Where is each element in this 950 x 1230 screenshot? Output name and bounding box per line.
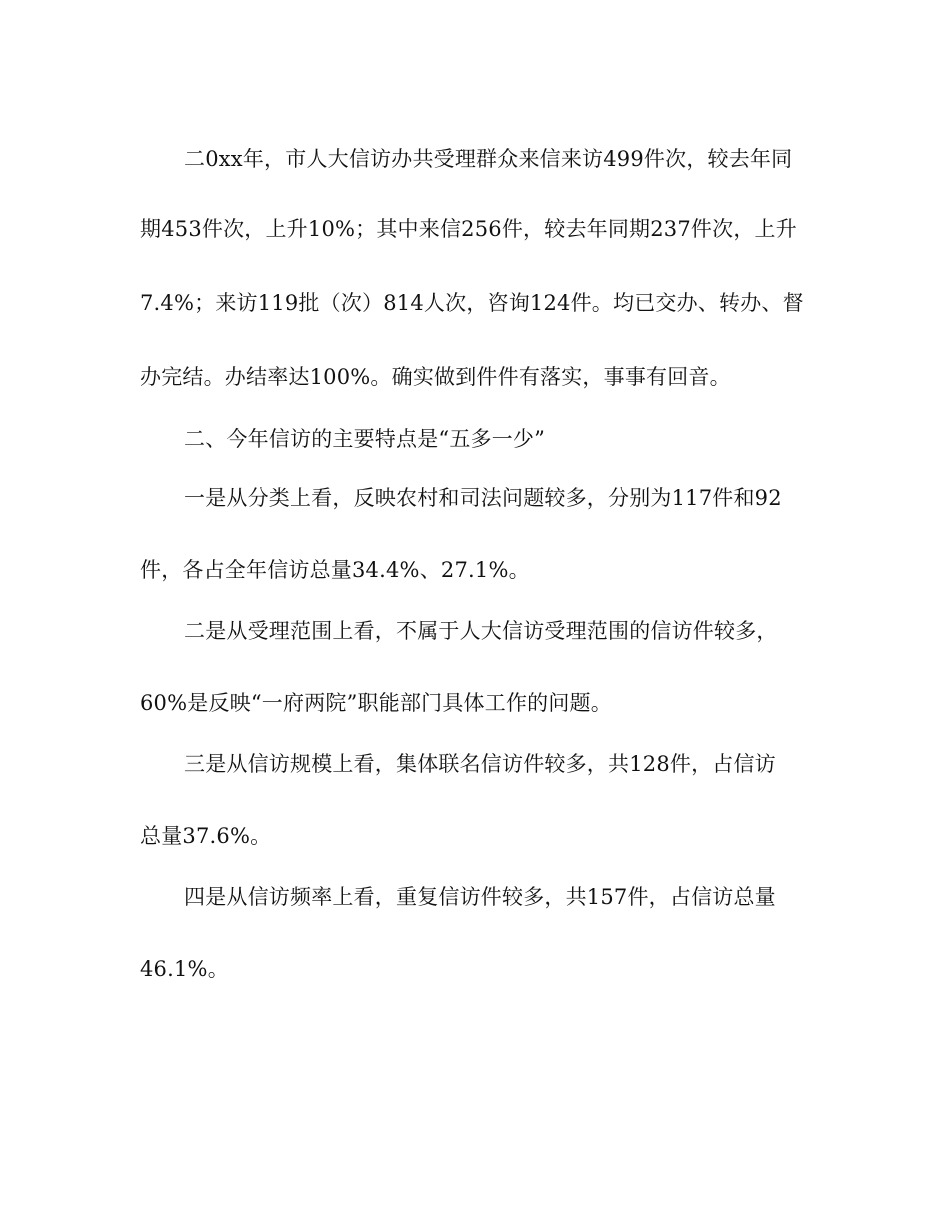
point-4-line-1: 四是从信访频率上看，重复信访件较多，共157件，占信访总量 [184, 885, 776, 909]
point-2-line-1: 二是从受理范围上看，不属于人大信访受理范围的信访件较多， [184, 619, 778, 643]
paragraph-1-line-3: 7.4%；来访119批（次）814人次，咨询124件。均已交办、转办、督 [140, 291, 804, 315]
point-3-line-2: 总量37.6%。 [140, 824, 272, 848]
point-4-line-2: 46.1%。 [140, 957, 229, 981]
paragraph-1-line-1: 二0xx年，市人大信访办共受理群众来信来访499件次，较去年同 [184, 147, 793, 171]
paragraph-1-line-2: 期453件次，上升10%；其中来信256件，较去年同期237件次，上升 [140, 217, 797, 241]
point-3-line-1: 三是从信访规模上看，集体联名信访件较多，共128件，占信访 [184, 752, 776, 776]
point-1-line-1: 一是从分类上看，反映农村和司法问题较多，分别为117件和92 [184, 486, 782, 510]
section-heading: 二、今年信访的主要特点是“五多一少” [184, 427, 546, 451]
paragraph-1-line-4: 办完结。办结率达100%。确实做到件件有落实，事事有回音。 [140, 365, 731, 389]
point-1-line-2: 件，各占全年信访总量34.4%、27.1%。 [140, 558, 530, 582]
point-2-line-2: 60%是反映“一府两院”职能部门具体工作的问题。 [140, 691, 612, 715]
